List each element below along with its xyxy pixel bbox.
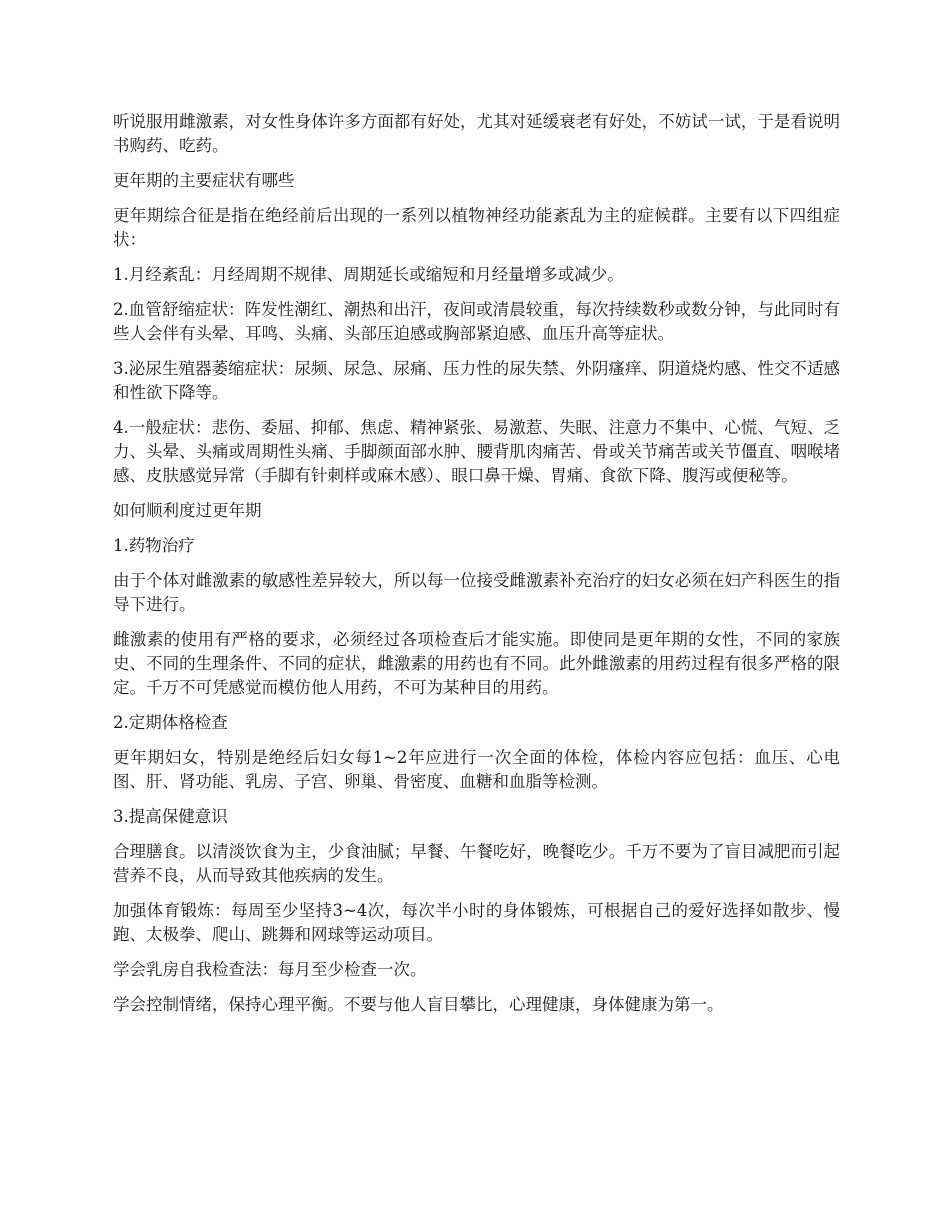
section-heading-coping: 如何顺利度过更年期 xyxy=(113,501,262,520)
symptom-item-1: 1.月经紊乱：月经周期不规律、周期延长或缩短和月经量增多或减少。 xyxy=(113,265,624,284)
subheading-health-awareness: 3.提高保健意识 xyxy=(113,807,228,826)
subheading-checkup: 2.定期体格检查 xyxy=(113,713,228,732)
medication-paragraph-2: 雌激素的使用有严格的要求，必须经过各项检查后才能实施。即使同是更年期的女性，不同的家族史、不同的生理条件、不同的症状，雌激素的用药也有不同。此外雌激素的用药过程有很多严格的限定。千万不可凭感觉而模仿他人用药，不可为某种目的用药。 xyxy=(113,630,840,697)
symptoms-intro-paragraph: 更年期综合征是指在绝经前后出现的一系列以植物神经功能紊乱为主的症候群。主要有以下四组症状： xyxy=(113,206,840,249)
diet-paragraph: 合理膳食。以清淡饮食为主，少食油腻；早餐、午餐吃好，晚餐吃少。千万不要为了盲目减肥而引起营养不良，从而导致其他疾病的发生。 xyxy=(113,842,840,885)
exercise-paragraph: 加强体育锻炼：每周至少坚持3~4次，每次半小时的身体锻炼，可根据自己的爱好选择如散步、慢跑、太极拳、爬山、跳舞和网球等运动项目。 xyxy=(113,901,840,944)
medication-paragraph-1: 由于个体对雌激素的敏感性差异较大，所以每一位接受雌激素补充治疗的妇女必须在妇产科医生的指导下进行。 xyxy=(113,571,840,614)
intro-paragraph: 听说服用雌激素，对女性身体许多方面都有好处，尤其对延缓衰老有好处，不妨试一试，于是看说明书购药、吃药。 xyxy=(113,112,840,155)
symptom-item-2: 2.血管舒缩症状：阵发性潮红、潮热和出汗，夜间或清晨较重，每次持续数秒或数分钟，与此同时有些人会伴有头晕、耳鸣、头痛、头部压迫感或胸部紧迫感、血压升高等症状。 xyxy=(113,300,840,343)
symptom-item-3: 3.泌尿生殖器萎缩症状：尿频、尿急、尿痛、压力性的尿失禁、外阴瘙痒、阴道烧灼感、性交不适感和性欲下降等。 xyxy=(113,359,840,402)
breast-check-paragraph: 学会乳房自我检查法：每月至少检查一次。 xyxy=(113,960,427,979)
checkup-paragraph: 更年期妇女，特别是绝经后妇女每1~2年应进行一次全面的体检，体检内容应包括：血压、心电图、肝、肾功能、乳房、子宫、卵巢、骨密度、血糖和血脂等检测。 xyxy=(113,748,840,791)
subheading-medication: 1.药物治疗 xyxy=(113,536,195,555)
document-body xyxy=(113,110,840,1028)
symptom-item-4: 4.一般症状：悲伤、委屈、抑郁、焦虑、精神紧张、易激惹、失眠、注意力不集中、心慌、气短、乏力、头晕、头痛或周期性头痛、手脚颜面部水肿、腰背肌肉痛苦、骨或关节痛苦或关节僵直、咽喉堵感、皮肤感觉异常（手脚有针刺样或麻木感）、眼口鼻干燥、胃痛、食欲下降、腹泻或便秘等。 xyxy=(113,418,840,485)
section-heading-symptoms: 更年期的主要症状有哪些 xyxy=(113,171,295,190)
emotion-paragraph: 学会控制情绪，保持心理平衡。不要与他人盲目攀比，心理健康，身体健康为第一。 xyxy=(113,995,724,1014)
